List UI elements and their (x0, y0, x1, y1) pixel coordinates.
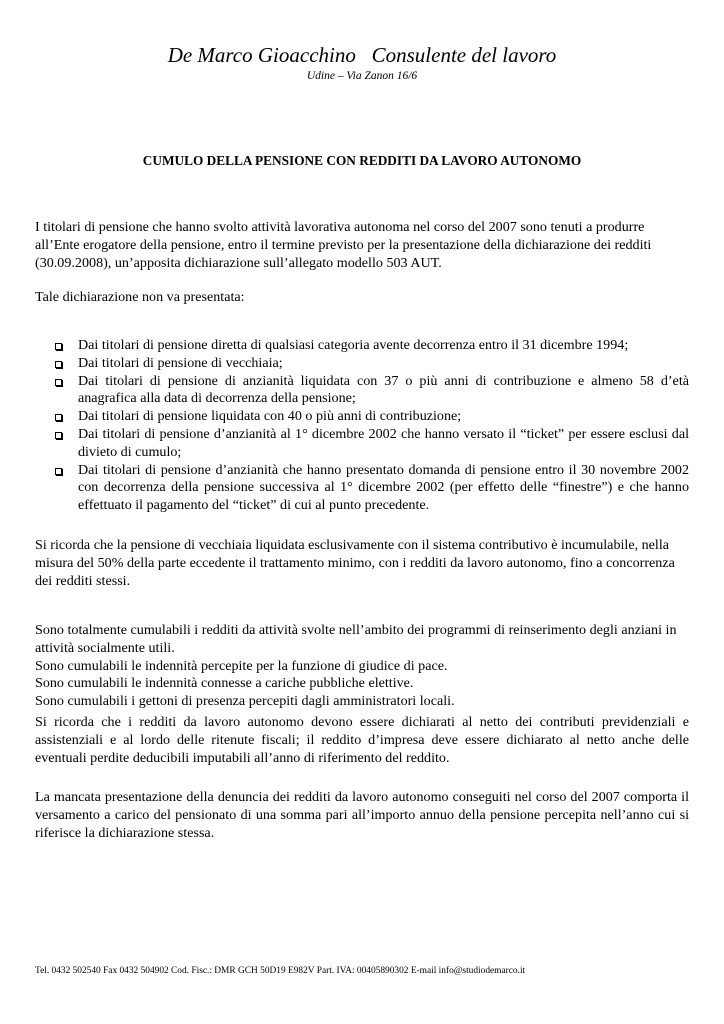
penalty-paragraph: La mancata presentazione della denuncia dei redditi da lavoro autonomo conseguiti nel corso del 2007 comporta il versamento a carico del pensionato di una somma pari all’importo annuo della pensione percepita nell’anno cui si riferisce la dichiarazione stessa. (35, 789, 689, 841)
vecchiaia-paragraph: Si ricorda che la pensione di vecchiaia liquidata esclusivamente con il sistema contributivo è incumulabile, nella misura del 50% della parte eccedente il trattamento minimo, con i redditi da lavoro autonomo, fino a concorrenza dei redditi stessi. (35, 537, 675, 589)
intro-paragraph: I titolari di pensione che hanno svolto attività lavorativa autonoma nel corso del 2007 sono tenuti a produrre all’Ente erogatore della pensione, entro il termine previsto per la presentazione della dichiarazione dei redditi (30.09.2008), un’apposita dichiarazione sull’allegato modello 503 AUT. (35, 219, 652, 271)
cumulabili-section (35, 622, 689, 711)
checkbox-bullet-icon (55, 343, 62, 350)
list-item-text: Dai titolari di pensione diretta di qualsiasi categoria avente decorrenza entro il 31 dicembre 1994; (78, 337, 629, 353)
exemption-list (35, 337, 689, 515)
list-item (35, 408, 689, 426)
letterhead-name: De Marco Gioacchino Consulente del lavoro (167, 43, 557, 67)
list-item-text: Dai titolari di pensione liquidata con 40 o più anni di contribuzione; (78, 408, 462, 425)
checkbox-bullet-icon (55, 414, 62, 421)
cumulabili-line: Sono cumulabili i gettoni di presenza percepiti dagli amministratori locali. (35, 693, 455, 710)
cumulabili-line: Sono cumulabili le indennità percepite per la funzione di giudice di pace. (35, 657, 448, 674)
list-item-text: Dai titolari di pensione d’anzianità al 1° dicembre 2002 che hanno versato il “ticket” per essere esclusi dal divieto di cumulo; (78, 425, 689, 460)
list-item-text: Dai titolari di pensione d’anzianità che hanno presentato domanda di pensione entro il 30 novembre 2002 con decorrenza della pensione successiva al 1° dicembre 2002 (per effetto delle “finestre”) e che hanno effettuato il pagamento del “ticket” di cui al punto precedente. (78, 461, 689, 514)
letterhead-address: Udine – Via Zanon 16/6 (306, 70, 418, 82)
checkbox-bullet-icon (55, 468, 62, 475)
list-item (35, 462, 689, 515)
checkbox-bullet-icon (55, 379, 62, 386)
list-item (35, 426, 689, 462)
cumulabili-line: Sono totalmente cumulabili i redditi da attività svolte nell’ambito dei programmi di reinserimento degli anziani in attività socialmente utili. (35, 622, 677, 656)
list-item-text: Dai titolari di pensione di anzianità liquidata con 37 o più anni di contribuzione e almeno 58 d’età anagrafica alla data di decorrenza della pensione; (78, 372, 689, 407)
checkbox-bullet-icon (55, 432, 62, 439)
document-title: CUMULO DELLA PENSIONE CON REDDITI DA LAVORO AUTONOMO (142, 153, 582, 168)
footer-contacts: Tel. 0432 502540 Fax 0432 504902 Cod. Fisc.: DMR GCH 50D19 E982V Part. IVA: 00405890302 E-mail info@studiodemarco.it (35, 966, 526, 976)
list-item-text: Dai titolari di pensione di vecchiaia; (78, 354, 283, 371)
exemption-intro-paragraph: Tale dichiarazione non va presentata: (35, 289, 245, 305)
list-item (35, 355, 689, 373)
net-income-paragraph: Si ricorda che i redditi da lavoro autonomo devono essere dichiarati al netto dei contributi previdenziali e assistenziali e al lordo delle ritenute fiscali; il reddito d’impresa deve essere dichiarato al netto anche delle eventuali perdite deducibili imputabili all’anno di riferimento del reddito. (35, 714, 689, 766)
list-item (35, 373, 689, 409)
checkbox-bullet-icon (55, 361, 62, 368)
cumulabili-line: Sono cumulabili le indennità connesse a cariche pubbliche elettive. (35, 675, 414, 692)
list-item (35, 337, 689, 355)
